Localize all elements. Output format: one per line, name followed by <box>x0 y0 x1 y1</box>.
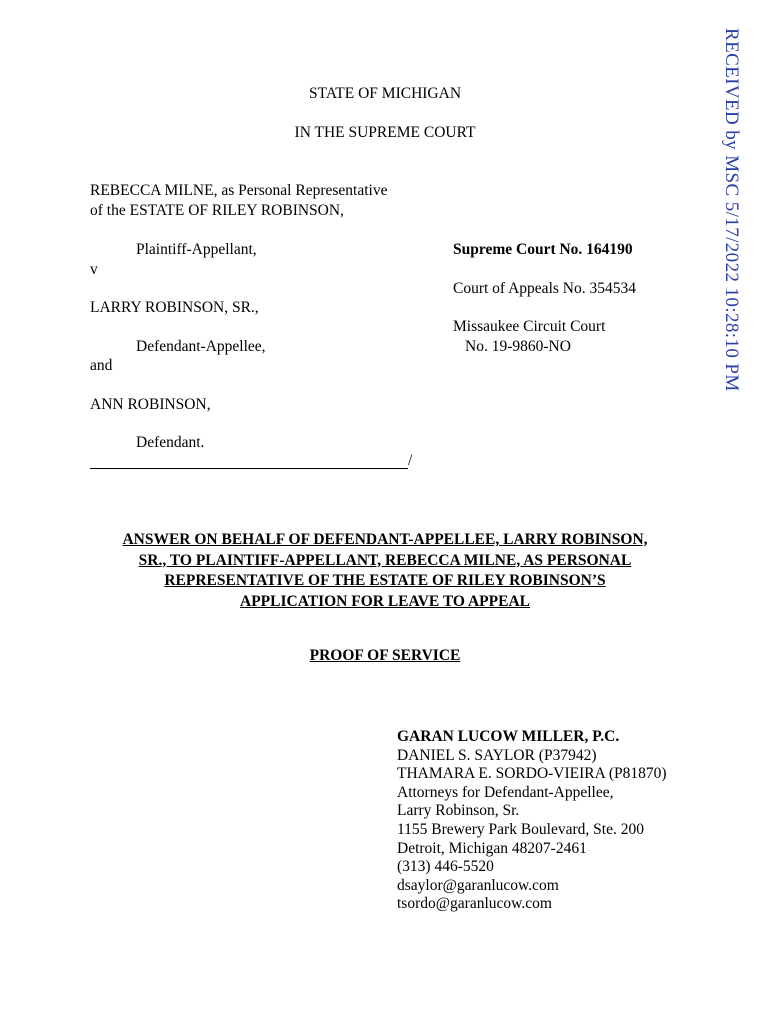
document-title <box>90 530 680 612</box>
document-title-line4: APPLICATION FOR LEAVE TO APPEAL <box>240 592 530 610</box>
and-label: and <box>90 357 113 374</box>
attorney-line: Detroit, Michigan 48207-2461 <box>397 839 587 857</box>
defendant-role: Defendant. <box>136 434 205 451</box>
attorney-line: THAMARA E. SORDO-VIEIRA (P81870) <box>397 765 667 783</box>
defendant-appellee-role: Defendant-Appellee, <box>136 338 266 355</box>
firm-name: GARAN LUCOW MILLER, P.C. <box>397 728 620 745</box>
attorney-line: Attorneys for Defendant-Appellee, <box>397 783 614 801</box>
versus-label: v <box>90 261 98 278</box>
caption-slash: / <box>408 452 413 469</box>
proof-of-service-heading: PROOF OF SERVICE <box>309 647 461 664</box>
attorney-line: (313) 446-5520 <box>397 858 494 876</box>
attorney-line: 1155 Brewery Park Boulevard, Ste. 200 <box>397 820 644 838</box>
document-title-line3: REPRESENTATIVE OF THE ESTATE OF RILEY ROBINSON’S <box>164 572 606 589</box>
attorney-line: dsaylor@garanlucow.com <box>397 876 559 894</box>
document-title-line1: ANSWER ON BEHALF OF DEFENDANT-APPELLEE, LARRY ROBINSON, <box>122 531 648 548</box>
state-heading: STATE OF MICHIGAN <box>308 85 462 102</box>
circuit-court-name: Missaukee Circuit Court <box>453 318 606 335</box>
attorney-line: DANIEL S. SAYLOR (P37942) <box>397 746 597 764</box>
received-stamp: RECEIVED by MSC 5/17/2022 10:28:10 PM <box>721 28 742 392</box>
caption-rule <box>90 468 408 469</box>
circuit-court-number: No. 19-9860-NO <box>465 338 571 355</box>
court-heading: IN THE SUPREME COURT <box>294 124 476 141</box>
plaintiff-name-line2: of the ESTATE OF RILEY ROBINSON, <box>90 202 344 219</box>
document-title-line2: SR., TO PLAINTIFF-APPELLANT, REBECCA MILNE, AS PERSONAL <box>138 551 632 569</box>
attorney-block <box>397 728 667 914</box>
plaintiff-name-line1: REBECCA MILNE, as Personal Representative <box>90 182 388 199</box>
plaintiff-role: Plaintiff-Appellant, <box>136 241 257 258</box>
attorney-line: tsordo@garanlucow.com <box>397 895 552 913</box>
attorney-line: Larry Robinson, Sr. <box>397 802 520 820</box>
court-of-appeals-number: Court of Appeals No. 354534 <box>453 280 636 297</box>
defendant-appellee-name: LARRY ROBINSON, SR., <box>90 299 259 316</box>
defendant-name: ANN ROBINSON, <box>90 396 211 413</box>
supreme-court-number: Supreme Court No. 164190 <box>453 241 633 258</box>
